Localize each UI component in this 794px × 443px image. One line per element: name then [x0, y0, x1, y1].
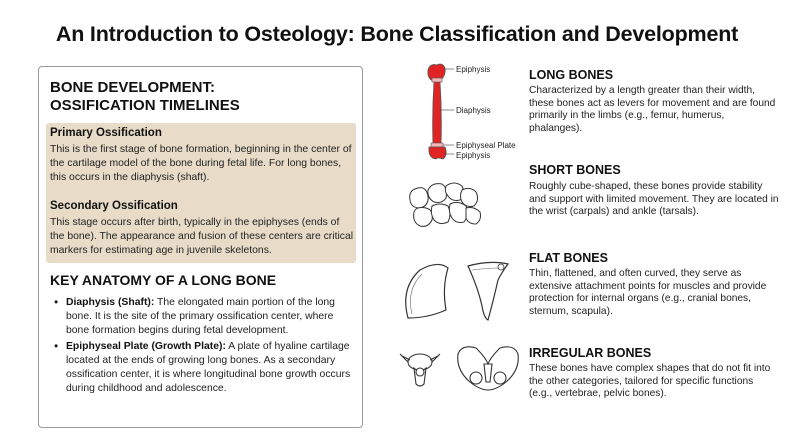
- panel-heading-line1: BONE DEVELOPMENT:: [50, 79, 216, 96]
- long-bones-desc: Characterized by a length greater than their width, these bones act as levers for movement and are found primarily in the limbs (e.g., femur, humerus, phalanges).: [529, 85, 776, 134]
- secondary-ossification-body: This stage occurs after birth, typically in the epiphyses (ends of the bone). The appearance and fusion of these centers are critical markers for estimating age in juvenile skeletons.: [50, 217, 354, 256]
- flat-bones-illustration: [398, 258, 528, 328]
- irregular-bones-illustration: [396, 340, 526, 402]
- key-anatomy-list: [50, 296, 356, 399]
- bullet-text-epiphyseal-plate: A plate of hyaline cartilage located at the ends of growing long bones. As a secondary ossification center, it is where longitudinal bone growth occurs during childhood and adolescence.: [66, 341, 351, 394]
- irregular-bones-desc: These bones have complex shapes that do not fit into the other categories, tailored for specific functions (e.g., vertebrae, pelvic bones).: [529, 363, 771, 400]
- bullet-term-epiphyseal-plate: Epiphyseal Plate (Growth Plate):: [66, 341, 226, 353]
- femur-label-epiphysis-top: Epiphysis: [456, 65, 491, 74]
- primary-ossification-body: This is the first stage of bone formation, beginning in the center of the cartilage model of the bone during fetal life. For long bones, this occurs in the diaphysis (shaft).: [50, 144, 352, 183]
- carpal-bones-illustration: [404, 178, 494, 238]
- short-bones-title: SHORT BONES: [529, 163, 621, 177]
- panel-heading-line2: OSSIFICATION TIMELINES: [50, 97, 240, 114]
- panel-heading: [50, 79, 350, 115]
- femur-label-epiphysis-bottom: Epiphysis: [456, 151, 491, 160]
- femur-label-diaphysis: Diaphysis: [456, 106, 491, 115]
- femur-label-epiphyseal-plate: Epiphyseal Plate: [456, 141, 516, 150]
- list-item: [50, 296, 356, 337]
- long-bones-title: LONG BONES: [529, 68, 614, 82]
- irregular-bones-title: IRREGULAR BONES: [529, 346, 652, 360]
- flat-bones-desc: Thin, flattened, and often curved, they serve as extensive attachment points for muscles and provide protection for internal organs (e.g., cranial bones, sternum, scapula).: [529, 268, 767, 317]
- secondary-ossification-title: Secondary Ossification: [50, 200, 178, 212]
- flat-bones-title: FLAT BONES: [529, 251, 608, 265]
- key-anatomy-heading: KEY ANATOMY OF A LONG BONE: [50, 272, 277, 288]
- short-bones-desc: Roughly cube-shaped, these bones provide stability and support with limited movement. They are located in the wrist (carpals) and ankle (tarsals).: [529, 181, 779, 218]
- primary-ossification-title: Primary Ossification: [50, 127, 162, 139]
- list-item: [50, 340, 356, 395]
- bullet-text-diaphysis: The elongated main portion of the long bone. It is the site of the primary ossification center, where bone formation begins during fetal development.: [66, 297, 335, 336]
- bullet-term-diaphysis: Diaphysis (Shaft):: [66, 297, 155, 308]
- page-title: An Introduction to Osteology: Bone Classification and Development: [55, 22, 739, 46]
- ossification-panel: [38, 66, 363, 428]
- femur-illustration: [420, 60, 460, 165]
